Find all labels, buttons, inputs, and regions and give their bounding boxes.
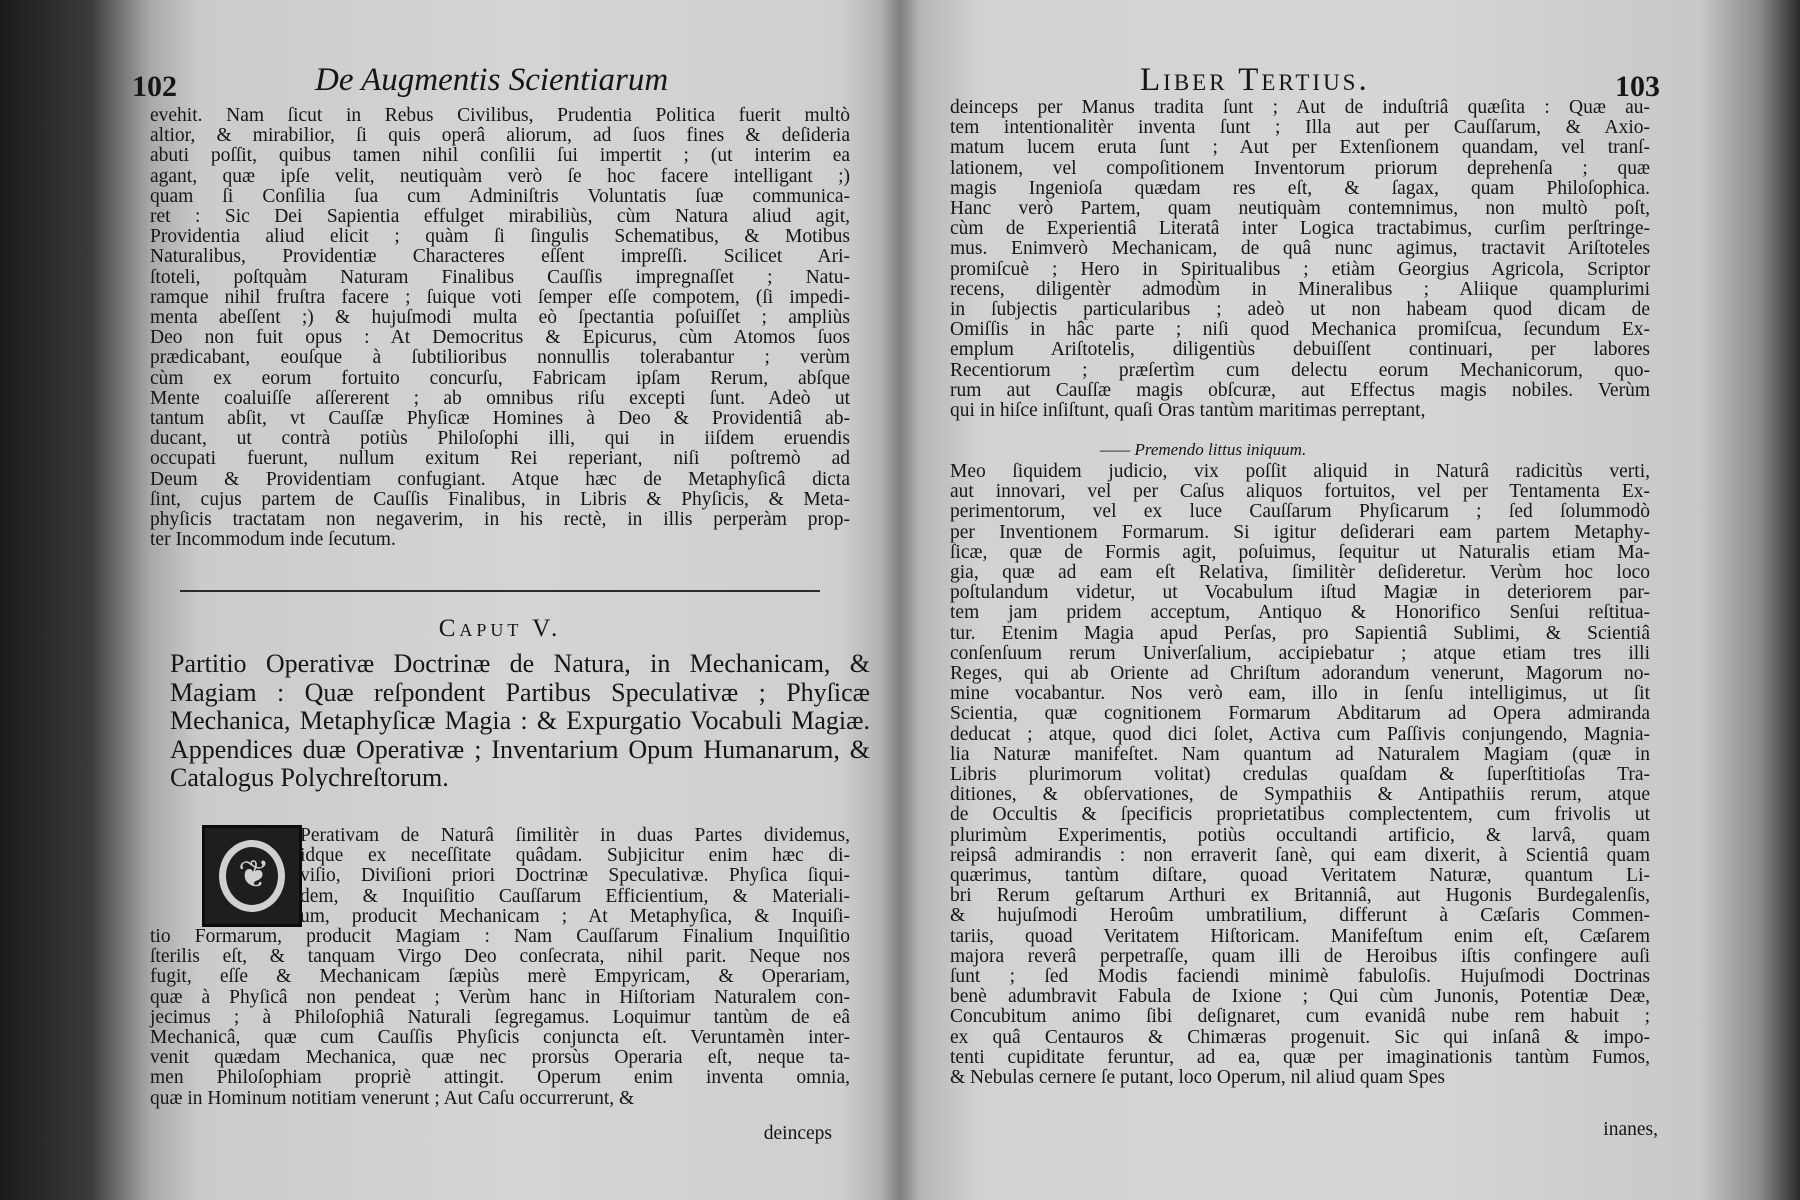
text-line: dem, & Inquiſitio Cauſſarum Efficientium, & Materiali- [300,885,850,907]
text-line: ditiones, & obſervationes, de Sympathiis & Antipathiis rerum, atque [950,784,1650,806]
text-line: ter Incommodum inde ſecutum. [150,529,396,551]
text-line: tem jam pridem acceptum, Antiquo & Honorifico Senſui reſtitua- [950,602,1650,624]
text-line: Concubitum animo ſibi deſignaret, cum evanidâ nube rem habuit ; [950,1006,1650,1028]
text-line: magis Ingenioſa quædam res eſt, & ſagax, quam Philoſophica. [950,177,1650,199]
text-line: ſicæ, quæ de Formis agit, poſuimus, ſequitur ut Naturalis etiam Ma- [950,541,1650,563]
text-line: emplum Ariſtotelis, diligentiùs debuiſſent continuari, per labores [950,339,1650,361]
text-line: in ſubjectis particularibus ; adeò ut non habeam quod dicam de [950,299,1650,321]
text-line: ex quâ Centauros & Chimæras progenuit. Sic qui inſanâ & impo- [950,1026,1650,1048]
left-text-top [150,106,850,550]
text-line: ret : Sic Dei Sapientia effulget mirabiliùs, cùm Natura aliud agit, [150,206,850,228]
left-page [132,0,870,1200]
text-line: reipsâ admirandis : non erraverit ſanè, qui eam dixerit, à Scientiâ quam [950,844,1650,866]
text-line: Providentia aliud elicit ; quàm ſi ſingulis Schematibus, & Motibus [150,226,850,248]
text-line: ſunt ; ſed Modis faciendi minimè fabuloſis. Hujuſmodi Doctrinas [950,966,1650,988]
text-line: de Occultis & ſpecificis proprietatibus complectentem, cum frivolis ut [950,804,1650,826]
text-line: tio Formarum, producit Magiam : Nam Cauſſarum Finalium Inquiſitio [150,926,850,948]
catchword: inanes, [1603,1119,1658,1140]
text-line: tantum abſit, vt Cauſſæ Phyſicæ Homines à Deo & Providentiâ ab- [150,408,850,430]
text-line: prædicabant, eouſque à ſubtilioribus nonnullis tolerabantur ; verùm [150,347,850,369]
text-line: quærimus, tantùm diſtare, quoad Veritatem Naturæ, quantum Li- [950,865,1650,887]
left-page-header [132,62,850,110]
text-line: plurimùm Experimentis, potiùs occultandi artificio, & larvâ, quam [950,824,1650,846]
text-line: lationem, vel compoſitionem Inventorum priorum deprehenſa ; quæ [950,157,1650,179]
text-line: idque ex neceſſitate quâdam. Subjicitur enim hæc di- [300,845,850,867]
text-line: agant, quæ ipſe velit, neutiquàm verò ſe hoc facere intelligant ;) [150,165,850,187]
right-page [950,0,1660,1200]
text-line: tenti cupiditate feruntur, ad ea, quæ per imaginationis tantùm Fumos, [950,1046,1650,1068]
text-line: poſtulandum videtur, ut Vocabulum iſtud Magiæ in deteriorem par- [950,582,1650,604]
text-line: deducat ; atque, quod dici ſolet, Activa cum Paſſivis conjungendo, Magnia- [950,723,1650,745]
text-line: Deum & Providentiam confugiant. Atque hæc de Metaphyſicâ dicta [150,468,850,490]
text-line: quæ in Hominum notitiam venerunt ; Aut Caſu occurrerunt, & [150,1087,635,1109]
text-line: aut innovari, vel per Caſus aliquos fortuitos, vel per Tentamenta Ex- [950,481,1650,503]
text-line: altior, & mirabilior, ſi quis operâ aliorum, ad ſuos fines & deſideria [150,125,850,147]
text-line: Reges, qui ab Oriente ad Chriſtum adorandum venerunt, Magorum no- [950,663,1650,685]
text-line: um, producit Mechanicam ; At Metaphyſica, & Inquiſi- [300,905,850,927]
verse-quotation: —— Premendo littus iniquum. [1100,440,1307,459]
text-line: & Nebulas cernere ſe putant, loco Operum, nil aliud quam Spes [950,1067,1445,1089]
text-line: gia, quæ ad eam eſt Relativa, ſimilitèr deſideretur. Verùm hoc loco [950,562,1650,584]
text-line: ducant, ut contrà potiùs Philoſophi illi, qui in iiſdem eruendis [150,428,850,450]
text-line: majora reverâ perpetraſſe, quam illi de Heroibus iſtis confingere auſi [950,945,1650,967]
text-line: Scientia, quæ cognitionem Formarum Abditarum ad Opera admiranda [950,703,1650,725]
text-line: mine vocabantur. Nos verò eam, illo in ſenſu intelligimus, ut ſit [950,683,1650,705]
text-line: lia Naturæ manifeſtet. Nam quantum ad Naturalem Magiam (quæ in [950,743,1650,765]
right-text-top [950,98,1650,421]
chapter-summary: Partitio Operativæ Doctrinæ de Natura, in Mechanicam, & Magiam : Quæ reſpondent Partibus Speculativæ ; Phyſicæ Mechanica, Metaphyſicæ Magia : & Expurgatio Vocabuli Magiæ. Appendices duæ Operativæ ; Inventarium Opum Humanarum, & Catalogus Polychreſtorum. [170,649,870,792]
text-line: rum aut Cauſſæ magis obſcuræ, aut Effectus magis nobiles. Verùm [950,379,1650,401]
text-line: Meo ſiquidem judicio, vix poſſit aliquid in Naturâ radicitùs verti, [950,461,1650,482]
text-line: cùm ex eorum fortuito concurſu, Fabricam ipſam Rerum, abſque [150,367,850,389]
text-line: men Philoſophiam propriè attingit. Operum enim inventa omnia, [150,1067,850,1089]
text-line: tur. Etenim Magia apud Perſas, pro Sapientiâ Sublimi, & Scientiâ [950,622,1650,644]
chapter-heading: Caput V. [438,615,562,642]
text-line: Omiſſis in hâc parte ; niſi quod Mechanica promiſcua, ſecundum Ex- [950,319,1650,341]
left-text-bottom [150,826,850,1109]
text-line: cùm de Experientiâ Literatâ inter Logica tractabimus, curſim perſtringe- [950,218,1650,240]
text-line: abuti poſſit, quibus tamen nihil conſilii ſui impertit ; (ut interim ea [150,145,850,167]
text-line: tem intentionalitèr inventa ſunt ; Illa aut per Cauſſarum, & Axio- [950,117,1650,139]
text-line: ſterilis eſt, & tanquam Virgo Deo conſecrata, nihil parit. Neque nos [150,946,850,968]
text-line: recens, diligentèr admodùm in Mineralibus ; Aliique quamplurimi [950,278,1650,300]
text-line: Mente coaluiſſe aſſererent ; ab omnibus riſu excepti ſunt. Adeò ut [150,387,850,409]
text-line: quam ſi Conſilia ſua cum Adminiſtris Voluntatis ſuæ communica- [150,185,850,207]
text-line: mus. Enimverò Mechanicam, de quâ nunc agimus, tractavit Ariſtoteles [950,238,1650,260]
section-rule [180,590,820,592]
text-line: ſint, cujus partem de Cauſſis Finalibus, in Libris & Phyſicis, & Meta- [150,488,850,510]
text-line: Libris plurimorum volitat) credulas quaſdam & ſuperſtitioſas Tra- [950,764,1650,786]
text-line: quæ à Phyſicâ non pendeat ; Verùm hanc in Hiſtoriam Naturalem con- [150,986,850,1008]
text-line: per Inventionem Formarum. Si igitur deſiderari eam partem Metaphy- [950,521,1650,543]
text-line: deinceps per Manus tradita ſunt ; Aut de induſtriâ quæſita : Quæ au- [950,97,1650,118]
text-line: Recentiorum ; præſertìm cum delectu eorum Mechanicorum, quo- [950,359,1650,381]
text-line: phyſicis tractatam non negaverim, in his rectè, in illis perperàm prop- [150,509,850,531]
text-line: ramque nihil fruſtra facere ; ſuique voti ſemper eſſe compotem, (ſi impedi- [150,286,850,308]
text-line: occupati fuerunt, nullum exitum Rei reperiant, niſi poſtremò ad [150,448,850,470]
right-text-bottom [950,462,1650,1088]
text-line: venit quædam Mechanica, quæ nec prorsùs Operaria eſt, neque ta- [150,1047,850,1069]
text-line: matum lucem eruta ſunt ; Aut per Extenſionem quandam, vel tranſ- [950,137,1650,159]
text-line: benè adumbravit Fabula de Ixione ; Qui cùm Junonis, Potentiæ Deæ, [950,986,1650,1008]
text-line: conſenſuum rerum Univerſalium, accipiebatur ; atque etiam tres illi [950,642,1650,664]
running-head: De Augmentis Scientiarum [315,62,669,98]
running-head: Liber Tertius. [1140,62,1370,98]
text-line: viſio, Diviſioni priori Doctrinæ Speculativæ. Phyſica ſiqui- [300,865,850,887]
text-line: promiſcuè ; Hero in Spiritualibus ; etiàm Georgius Agricola, Scriptor [950,258,1650,280]
text-line: fugit, eſſe & Mechanicam ſæpiùs merè Empyricam, & Operariam, [150,966,850,988]
page-number: 103 [1615,70,1660,103]
text-line: menta abeſſent ;) & hujuſmodi multa eò ſpectantia poſuiſſet ; ampliùs [150,307,850,329]
text-line: Perativam de Naturâ ſimilitèr in duas Partes dividemus, [300,825,850,846]
page-number: 102 [132,70,177,103]
text-line: Naturalibus, Providentiæ Characteres eſſent impreſſi. Scilicet Ari- [150,246,850,268]
text-line: & hujuſmodi Heroûm umbratilium, differunt à Cæſaris Commen- [950,905,1650,927]
text-line: bri Rerum geſtarum Arthuri ex Britanniâ, aut Hugonis Burdegalenſis, [950,885,1650,907]
text-line: qui in hiſce inſiſtunt, quaſi Oras tantùm maritimas perreptant, [950,400,1426,422]
text-line: perimentorum, vel ex luce Cauſſarum Phyſicarum ; ſed ſolummodò [950,501,1650,523]
text-line: Deo non fuit opus : At Democritus & Epicurus, cùm Atomos ſuos [150,327,850,349]
text-line: Hanc verò Partem, quam neutiquàm contemnimus, non multò poſt, [950,198,1650,220]
text-line: Mechanicâ, quæ cum Cauſſis Phyſicis conjuncta eſt. Veruntamèn inter- [150,1027,850,1049]
text-line: jecimus ; à Philoſophiâ Naturali ſegregamus. Loquimur tantùm de eâ [150,1006,850,1028]
catchword: deinceps [763,1123,832,1144]
text-line: ſtoteli, poſtquàm Naturam Finalibus Cauſſis impregnaſſet ; Natu- [150,266,850,288]
text-line: tariis, quoad Veritatem Hiſtoricam. Manifeſtum enim eſt, Cæſarem [950,925,1650,947]
text-line: evehit. Nam ſicut in Rebus Civilibus, Prudentia Politica fuerit multò [150,105,850,126]
